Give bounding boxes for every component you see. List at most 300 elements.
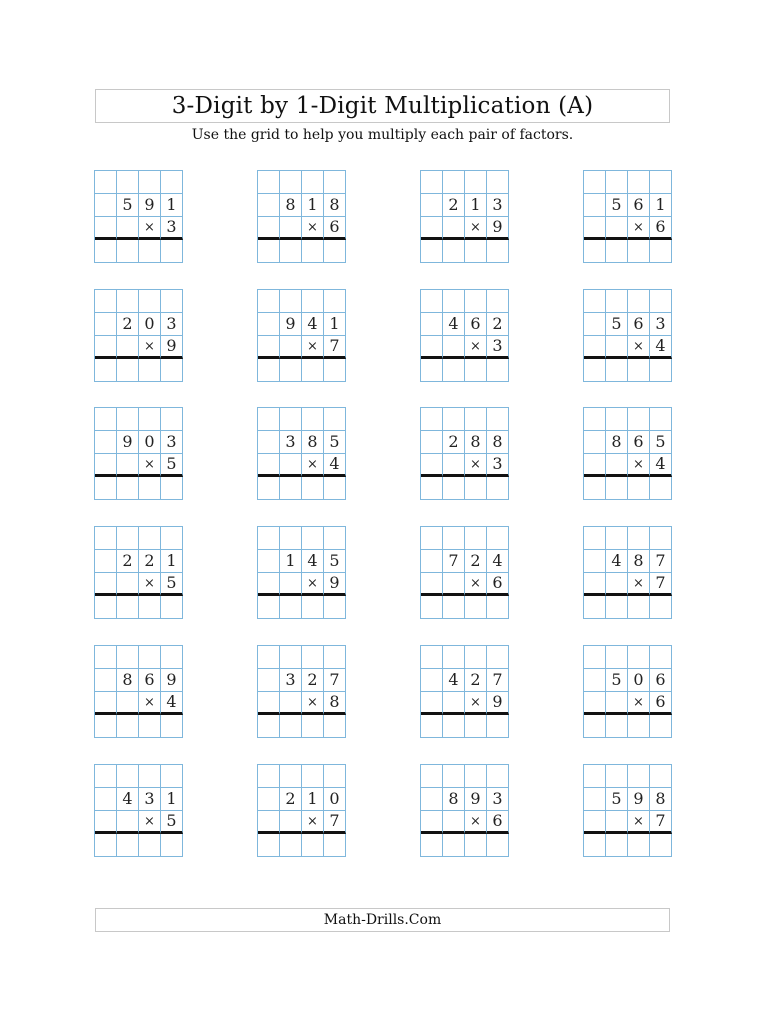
grid-cell [421, 692, 443, 715]
top-factor-digit: 2 [443, 431, 465, 454]
grid-cell [443, 408, 465, 431]
grid-cell [95, 550, 117, 573]
answer-cell [421, 834, 443, 857]
grid-cell [258, 454, 280, 477]
problem-grid [583, 645, 672, 738]
answer-cell [487, 596, 509, 619]
grid-cell [258, 788, 280, 811]
multiply-sign: × [302, 217, 324, 240]
multiply-sign: × [302, 811, 324, 834]
answer-cell [443, 596, 465, 619]
grid-cell [161, 527, 183, 550]
problem-grid [94, 645, 183, 738]
answer-cell [95, 359, 117, 382]
grid-cell [117, 573, 139, 596]
grid-cell [258, 765, 280, 788]
grid-cell [280, 811, 302, 834]
grid-cell [421, 765, 443, 788]
grid-cell [606, 692, 628, 715]
answer-cell [161, 359, 183, 382]
grid-cell [606, 765, 628, 788]
top-factor-digit: 0 [324, 788, 346, 811]
grid-cell [421, 290, 443, 313]
top-factor-digit: 5 [324, 550, 346, 573]
top-factor-digit: 1 [161, 194, 183, 217]
grid-cell [117, 217, 139, 240]
top-factor-digit: 9 [117, 431, 139, 454]
grid-cell [584, 194, 606, 217]
grid-cell [258, 336, 280, 359]
multiply-sign: × [628, 336, 650, 359]
grid-cell [421, 336, 443, 359]
grid-cell [606, 171, 628, 194]
top-factor-digit: 2 [302, 669, 324, 692]
grid-cell [258, 171, 280, 194]
grid-cell [487, 290, 509, 313]
top-factor-digit: 5 [117, 194, 139, 217]
grid-cell [628, 765, 650, 788]
grid-cell [280, 171, 302, 194]
top-factor-digit: 2 [443, 194, 465, 217]
bottom-factor-digit: 4 [324, 454, 346, 477]
footer-brand: Math-Drills.Com [323, 912, 442, 928]
answer-cell [280, 240, 302, 263]
grid-cell [421, 788, 443, 811]
top-factor-digit: 1 [324, 313, 346, 336]
grid-cell [139, 171, 161, 194]
grid-cell [95, 408, 117, 431]
problem-grid [257, 526, 346, 619]
problem-grid [583, 526, 672, 619]
bottom-factor-digit: 6 [487, 573, 509, 596]
grid-cell [650, 171, 672, 194]
top-factor-digit: 8 [465, 431, 487, 454]
grid-cell [443, 527, 465, 550]
answer-cell [302, 596, 324, 619]
grid-cell [324, 765, 346, 788]
grid-cell [465, 290, 487, 313]
answer-cell [443, 834, 465, 857]
problem-grid [420, 645, 509, 738]
top-factor-digit: 8 [443, 788, 465, 811]
grid-cell [95, 194, 117, 217]
grid-cell [584, 669, 606, 692]
problem-grid [420, 526, 509, 619]
grid-cell [421, 431, 443, 454]
grid-cell [117, 527, 139, 550]
multiply-sign: × [139, 217, 161, 240]
grid-cell [117, 692, 139, 715]
grid-cell [650, 646, 672, 669]
problem-grid [94, 407, 183, 500]
answer-cell [443, 359, 465, 382]
top-factor-digit: 3 [161, 431, 183, 454]
top-factor-digit: 9 [139, 194, 161, 217]
grid-cell [280, 408, 302, 431]
grid-cell [465, 171, 487, 194]
grid-cell [95, 573, 117, 596]
answer-cell [117, 359, 139, 382]
top-factor-digit: 3 [280, 669, 302, 692]
bottom-factor-digit: 9 [324, 573, 346, 596]
grid-cell [324, 290, 346, 313]
bottom-factor-digit: 7 [324, 336, 346, 359]
bottom-factor-digit: 6 [487, 811, 509, 834]
grid-cell [465, 646, 487, 669]
answer-cell [465, 596, 487, 619]
grid-cell [258, 290, 280, 313]
grid-cell [258, 194, 280, 217]
top-factor-digit: 4 [302, 313, 324, 336]
problem-grid [420, 170, 509, 263]
answer-cell [487, 834, 509, 857]
answer-cell [628, 715, 650, 738]
multiply-sign: × [628, 217, 650, 240]
grid-cell [584, 171, 606, 194]
answer-cell [139, 477, 161, 500]
answer-cell [628, 240, 650, 263]
grid-cell [628, 171, 650, 194]
grid-cell [161, 408, 183, 431]
bottom-factor-digit: 6 [324, 217, 346, 240]
answer-cell [487, 240, 509, 263]
bottom-factor-digit: 7 [324, 811, 346, 834]
top-factor-digit: 4 [606, 550, 628, 573]
bottom-factor-digit: 8 [324, 692, 346, 715]
grid-cell [487, 171, 509, 194]
grid-cell [628, 646, 650, 669]
answer-cell [258, 240, 280, 263]
top-factor-digit: 9 [161, 669, 183, 692]
grid-cell [443, 217, 465, 240]
bottom-factor-digit: 9 [487, 692, 509, 715]
grid-cell [421, 313, 443, 336]
answer-cell [443, 477, 465, 500]
top-factor-digit: 0 [139, 431, 161, 454]
answer-cell [139, 240, 161, 263]
answer-cell [628, 477, 650, 500]
grid-cell [302, 290, 324, 313]
grid-cell [95, 692, 117, 715]
answer-cell [421, 359, 443, 382]
worksheet-title: 3-Digit by 1-Digit Multiplication (A) [171, 93, 594, 119]
grid-cell [302, 765, 324, 788]
top-factor-digit: 7 [443, 550, 465, 573]
grid-cell [117, 811, 139, 834]
grid-cell [161, 290, 183, 313]
answer-cell [280, 359, 302, 382]
top-factor-digit: 1 [302, 788, 324, 811]
multiply-sign: × [628, 573, 650, 596]
answer-cell [258, 715, 280, 738]
top-factor-digit: 9 [628, 788, 650, 811]
bottom-factor-digit: 9 [161, 336, 183, 359]
answer-cell [487, 477, 509, 500]
grid-cell [487, 646, 509, 669]
bottom-factor-digit: 5 [161, 811, 183, 834]
answer-cell [161, 477, 183, 500]
grid-cell [280, 527, 302, 550]
top-factor-digit: 4 [117, 788, 139, 811]
grid-cell [258, 408, 280, 431]
answer-cell [302, 359, 324, 382]
top-factor-digit: 2 [465, 550, 487, 573]
answer-cell [117, 715, 139, 738]
grid-cell [628, 527, 650, 550]
problem-grid [420, 289, 509, 382]
problem-grid [583, 170, 672, 263]
problem-grid [94, 289, 183, 382]
answer-cell [258, 359, 280, 382]
answer-cell [139, 359, 161, 382]
grid-cell [95, 646, 117, 669]
answer-cell [302, 715, 324, 738]
top-factor-digit: 6 [465, 313, 487, 336]
grid-cell [443, 454, 465, 477]
grid-cell [117, 765, 139, 788]
answer-cell [280, 834, 302, 857]
grid-cell [606, 454, 628, 477]
problem-grid [94, 170, 183, 263]
answer-cell [95, 834, 117, 857]
multiply-sign: × [628, 692, 650, 715]
answer-cell [139, 715, 161, 738]
grid-cell [650, 408, 672, 431]
grid-cell [139, 408, 161, 431]
answer-cell [95, 477, 117, 500]
answer-cell [161, 834, 183, 857]
problem-grid [257, 645, 346, 738]
grid-cell [606, 811, 628, 834]
top-factor-digit: 4 [302, 550, 324, 573]
grid-cell [95, 431, 117, 454]
grid-cell [95, 454, 117, 477]
multiply-sign: × [302, 336, 324, 359]
top-factor-digit: 5 [606, 788, 628, 811]
top-factor-digit: 5 [606, 669, 628, 692]
grid-cell [628, 408, 650, 431]
grid-cell [324, 171, 346, 194]
grid-cell [95, 313, 117, 336]
grid-cell [606, 646, 628, 669]
answer-cell [628, 596, 650, 619]
grid-cell [280, 573, 302, 596]
grid-cell [606, 408, 628, 431]
answer-cell [302, 240, 324, 263]
grid-cell [584, 290, 606, 313]
answer-cell [606, 240, 628, 263]
answer-cell [258, 596, 280, 619]
problem-grid [583, 764, 672, 857]
grid-cell [280, 646, 302, 669]
top-factor-digit: 3 [487, 788, 509, 811]
grid-cell [161, 171, 183, 194]
answer-cell [606, 359, 628, 382]
answer-cell [465, 715, 487, 738]
multiply-sign: × [465, 454, 487, 477]
answer-cell [443, 715, 465, 738]
grid-cell [421, 669, 443, 692]
grid-cell [443, 290, 465, 313]
answer-cell [117, 834, 139, 857]
grid-cell [443, 692, 465, 715]
grid-cell [161, 765, 183, 788]
grid-cell [280, 765, 302, 788]
problem-grid [94, 526, 183, 619]
answer-cell [302, 477, 324, 500]
top-factor-digit: 9 [465, 788, 487, 811]
multiply-sign: × [139, 573, 161, 596]
answer-cell [302, 834, 324, 857]
answer-cell [161, 715, 183, 738]
title-box [95, 89, 670, 123]
answer-cell [117, 240, 139, 263]
answer-cell [465, 359, 487, 382]
grid-cell [628, 290, 650, 313]
grid-cell [584, 646, 606, 669]
answer-cell [421, 596, 443, 619]
grid-cell [421, 454, 443, 477]
top-factor-digit: 4 [443, 313, 465, 336]
grid-cell [95, 290, 117, 313]
grid-cell [95, 336, 117, 359]
answer-cell [258, 477, 280, 500]
problem-grid [583, 289, 672, 382]
multiply-sign: × [139, 336, 161, 359]
grid-cell [421, 194, 443, 217]
top-factor-digit: 8 [280, 194, 302, 217]
top-factor-digit: 8 [606, 431, 628, 454]
grid-cell [302, 408, 324, 431]
answer-cell [650, 596, 672, 619]
grid-cell [465, 527, 487, 550]
top-factor-digit: 1 [650, 194, 672, 217]
grid-cell [650, 290, 672, 313]
grid-cell [258, 669, 280, 692]
grid-cell [139, 527, 161, 550]
answer-cell [139, 834, 161, 857]
multiply-sign: × [465, 811, 487, 834]
answer-cell [606, 834, 628, 857]
bottom-factor-digit: 4 [161, 692, 183, 715]
grid-cell [302, 171, 324, 194]
grid-cell [421, 646, 443, 669]
grid-cell [139, 765, 161, 788]
grid-cell [258, 692, 280, 715]
multiply-sign: × [628, 454, 650, 477]
problem-grid [257, 289, 346, 382]
answer-cell [465, 240, 487, 263]
top-factor-digit: 3 [487, 194, 509, 217]
top-factor-digit: 8 [117, 669, 139, 692]
answer-cell [324, 477, 346, 500]
answer-cell [584, 240, 606, 263]
grid-cell [606, 573, 628, 596]
top-factor-digit: 6 [628, 431, 650, 454]
top-factor-digit: 2 [117, 550, 139, 573]
grid-cell [258, 646, 280, 669]
bottom-factor-digit: 9 [487, 217, 509, 240]
answer-cell [161, 240, 183, 263]
answer-cell [421, 715, 443, 738]
grid-cell [421, 573, 443, 596]
answer-cell [465, 834, 487, 857]
grid-cell [258, 550, 280, 573]
top-factor-digit: 2 [487, 313, 509, 336]
grid-cell [650, 765, 672, 788]
multiply-sign: × [139, 454, 161, 477]
grid-cell [280, 454, 302, 477]
grid-cell [139, 290, 161, 313]
grid-cell [584, 692, 606, 715]
grid-cell [258, 811, 280, 834]
top-factor-digit: 6 [628, 313, 650, 336]
grid-cell [584, 527, 606, 550]
grid-cell [117, 646, 139, 669]
multiply-sign: × [302, 692, 324, 715]
answer-cell [628, 359, 650, 382]
problem-grid [420, 407, 509, 500]
answer-cell [117, 596, 139, 619]
top-factor-digit: 3 [650, 313, 672, 336]
problem-grid [257, 764, 346, 857]
worksheet-instructions: Use the grid to help you multiply each pair of factors. [191, 127, 574, 143]
top-factor-digit: 1 [161, 788, 183, 811]
top-factor-digit: 9 [280, 313, 302, 336]
answer-cell [650, 359, 672, 382]
answer-cell [606, 715, 628, 738]
bottom-factor-digit: 5 [161, 454, 183, 477]
top-factor-digit: 2 [465, 669, 487, 692]
top-factor-digit: 1 [465, 194, 487, 217]
top-factor-digit: 7 [650, 550, 672, 573]
bottom-factor-digit: 3 [487, 336, 509, 359]
top-factor-digit: 7 [487, 669, 509, 692]
answer-cell [139, 596, 161, 619]
multiply-sign: × [465, 573, 487, 596]
answer-cell [117, 477, 139, 500]
grid-cell [95, 669, 117, 692]
problem-grid [94, 764, 183, 857]
answer-cell [280, 715, 302, 738]
answer-cell [650, 715, 672, 738]
grid-cell [443, 765, 465, 788]
top-factor-digit: 3 [139, 788, 161, 811]
multiply-sign: × [302, 454, 324, 477]
grid-cell [584, 408, 606, 431]
top-factor-digit: 6 [139, 669, 161, 692]
grid-cell [606, 336, 628, 359]
problem-grid [257, 170, 346, 263]
grid-cell [421, 171, 443, 194]
problem-grid [583, 407, 672, 500]
grid-cell [584, 573, 606, 596]
top-factor-digit: 1 [280, 550, 302, 573]
grid-cell [95, 527, 117, 550]
grid-cell [117, 408, 139, 431]
grid-cell [324, 646, 346, 669]
grid-cell [584, 765, 606, 788]
top-factor-digit: 2 [117, 313, 139, 336]
grid-cell [117, 171, 139, 194]
grid-cell [421, 527, 443, 550]
top-factor-digit: 4 [443, 669, 465, 692]
grid-cell [258, 313, 280, 336]
answer-cell [650, 834, 672, 857]
grid-cell [117, 454, 139, 477]
multiply-sign: × [302, 573, 324, 596]
grid-cell [650, 527, 672, 550]
